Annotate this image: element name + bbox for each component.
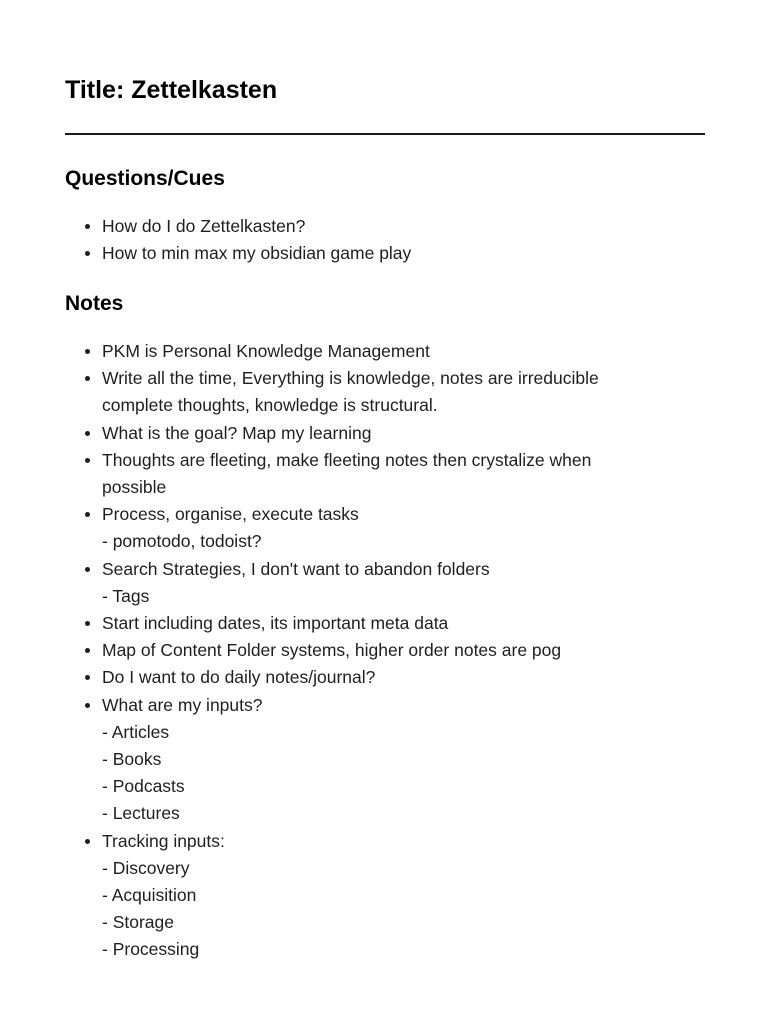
questions-heading: Questions/Cues xyxy=(65,167,225,190)
note-text-continued: possible xyxy=(102,477,167,498)
note-sub-item: - Books xyxy=(102,749,162,770)
note-text: What are my inputs? xyxy=(102,694,263,715)
note-text: Search Strategies, I don't want to abandon folders xyxy=(102,558,490,579)
note-item xyxy=(65,637,705,664)
questions-list xyxy=(65,213,705,267)
note-item xyxy=(65,664,705,691)
notes-list xyxy=(65,338,705,964)
note-text: Write all the time, Everything is knowledge, notes are irreducible xyxy=(102,368,599,389)
bullet-icon xyxy=(85,224,90,229)
note-text: Start including dates, its important meta data xyxy=(102,613,449,634)
note-item xyxy=(65,420,705,447)
bullet-icon xyxy=(85,621,90,626)
bullet-icon xyxy=(85,675,90,680)
bullet-icon xyxy=(85,251,90,256)
note-sub-item: - Lectures xyxy=(102,803,180,824)
note-sub-item: - Storage xyxy=(102,912,174,933)
note-item xyxy=(65,610,705,637)
note-sub-item: - Podcasts xyxy=(102,776,185,797)
note-sub-item: - Tags xyxy=(102,585,150,606)
note-item xyxy=(65,692,705,828)
notes-heading: Notes xyxy=(65,292,124,315)
note-text: Process, organise, execute tasks xyxy=(102,504,359,525)
note-text: What is the goal? Map my learning xyxy=(102,422,372,443)
bullet-icon xyxy=(85,349,90,354)
question-item xyxy=(65,240,705,267)
note-item xyxy=(65,556,705,610)
note-item xyxy=(65,447,705,501)
bullet-icon xyxy=(85,431,90,436)
bullet-icon xyxy=(85,376,90,381)
note-text: Map of Content Folder systems, higher order notes are pog xyxy=(102,640,562,661)
note-item xyxy=(65,828,705,964)
question-item xyxy=(65,213,705,240)
title-divider xyxy=(65,133,705,135)
note-sub-item: - Discovery xyxy=(102,857,190,878)
note-item xyxy=(65,501,705,555)
note-item xyxy=(65,338,705,365)
bullet-icon xyxy=(85,703,90,708)
note-sub-item: - Acquisition xyxy=(102,885,197,906)
note-sub-item: - Processing xyxy=(102,939,200,960)
bullet-icon xyxy=(85,567,90,572)
note-text-continued: complete thoughts, knowledge is structural. xyxy=(102,395,438,416)
note-text: Do I want to do daily notes/journal? xyxy=(102,667,376,688)
note-item xyxy=(65,365,705,419)
document-title: Title: Zettelkasten xyxy=(65,76,278,104)
note-sub-item: - pomotodo, todoist? xyxy=(102,531,262,552)
bullet-icon xyxy=(85,458,90,463)
note-sub-item: - Articles xyxy=(102,721,170,742)
question-text: How do I do Zettelkasten? xyxy=(102,216,306,236)
question-text: How to min max my obsidian game play xyxy=(102,243,412,264)
note-text: PKM is Personal Knowledge Management xyxy=(102,341,430,361)
note-text: Thoughts are fleeting, make fleeting notes then crystalize when xyxy=(102,449,592,470)
bullet-icon xyxy=(85,512,90,517)
note-text: Tracking inputs: xyxy=(102,830,225,851)
bullet-icon xyxy=(85,839,90,844)
bullet-icon xyxy=(85,648,90,653)
